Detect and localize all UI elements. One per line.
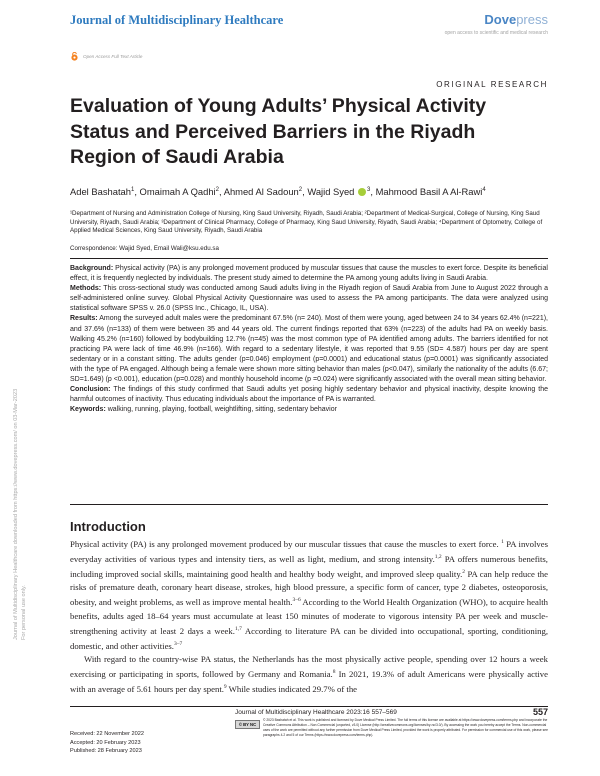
paragraph-text: PA involves everyday activities of various types and intensity tiers, as well as light, medium, and strong intensity. [70,538,548,564]
abstract-text: Among the surveyed adult males were the predominant 67.5% (n= 240). Most of them were young, aged between 24 to 34 years 62.4% (n=221), and 37.6% (n=133) of them were between 35 and 44 years old. The current findings reported that 63% (n=223) of the adults had PA on weekly basis. Walking 45.2% (n=160) followed by bodybuilding 12.7% (n=45) was the most common type of PA identified among adults. The barriers identified for not practicing PA were lack of time 46.9% (n=166). With regard to a sedentary lifestyle, it was reported that 9.55 (SD= 4.587) hours per day are spent sedentary or in a constant sitting. The adults gender (p=0.046) employment (p=0.0001) and educational status (p=0.0001) was significantly associated with the type of PA engaged. Although being a female were shown more sitting behavior than males (p<0.047), similarly the nationality of the adults (6.67; SD=1.649) (p <0.001), education (p=0.028) and monthly household income (p =0.024) were significantly associated with the overall mean sitting behavior. [70,315,548,384]
author-separator: , [302,186,308,198]
paragraph [70,536,548,653]
author-name[interactable]: Adel Bashatah [70,186,131,198]
abstract-conclusion [70,385,548,405]
open-access-badge [70,52,143,61]
abstract-bottom-rule [70,504,548,505]
abstract-label: Methods: [70,285,102,293]
author-affiliation-ref: 2 [215,187,219,193]
publisher-name-bold: Dove [484,12,517,27]
abstract-label: Results: [70,315,98,323]
paragraph-text: PA offers numerous benefits, including improved social skills, maintaining good health and healthy body weight, and improved sleep quality. [70,553,548,580]
citation-ref[interactable]: 1,7 [234,625,242,632]
footer-citation: Journal of Multidisciplinary Healthcare 2023:16 557–569 [235,709,397,716]
author-affiliation-ref: 4 [482,187,486,193]
abstract-top-rule [70,258,548,259]
author-separator: , [370,186,376,198]
orcid-icon[interactable] [358,188,366,196]
license-text: © 2023 Bashatah et al. This work is published and licensed by Dove Medical Press Limited. The full terms of this license are available at https://www.dovepress.com/terms.php and incorporate the Creative Commons Attribution – Non Commercial (unported, v3.0) License (http://creativecommons.org/licenses/by-nc/3.0/). By accessing the work you hereby accept the Terms. Non-commercial uses of the work are permitted without any further permission from Dove Medical Press Limited, provided the work is properly attributed. For permission for commercial use of this work, please see paragraphs 4.2 and 5 of our Terms (https://www.dovepress.com/terms.php). [263,718,548,737]
abstract-text: This cross-sectional study was conducted among Saudi adults living in the Riyadh region of Saudi Arabia from June to August 2022 through a self-administered online survey. Global Physical Activity Questionnaire was used to assess the PA among participants. The data were analyzed using statistical software SPSS v. 26.0 (SPSS Inc., Chicago, IL, USA). [70,285,548,313]
paragraph-text: According to the World Health Organization (WHO), to acquire health benefits, adults aged 18–64 years must accumulate at least 150 minutes of moderate to vigorous intensity PA per week and muscle-strengthening activity at least 2 days a week. [70,597,548,636]
footer-rule [70,706,548,707]
paragraph-text: While studies indicated 29.7% of the [226,684,358,695]
abstract-text: walking, running, playing, football, weightlifting, sitting, sedentary behavior [107,406,337,414]
download-watermark-line1: Journal of Multidisciplinary Healthcare downloaded from https://www.dovepress.com/ on 03-Mar-2023 [13,388,19,640]
received-date: Received: 22 November 2022 [70,731,145,737]
citation-ref[interactable]: 8 [332,669,336,676]
publisher-logo[interactable] [484,12,548,27]
open-access-label: Open Access Full Text Article [83,54,143,59]
author-name[interactable]: Mahmood Basil A Al-Rawi [375,186,483,198]
abstract-text: The findings of this study confirmed that Saudi adults yet posing highly sedentary behavior and physical inactivity, despite knowing the harmful outcomes of inactivity. Thus educating individuals about the importance of PA is warranted. [70,386,548,404]
abstract-results [70,314,548,385]
citation-ref[interactable]: 3–7 [173,640,183,647]
correspondence: Correspondence: Wajid Syed, Email Wali@ksu.edu.sa [70,245,219,252]
author-affiliation-ref: 1 [130,187,135,193]
open-access-icon [70,52,79,61]
section-heading: Introduction [70,519,146,534]
citation-ref[interactable]: 2 [462,569,466,576]
citation-ref[interactable]: 3–6 [292,597,301,604]
abstract-label: Background: [70,265,114,272]
article-title: Evaluation of Young Adults’ Physical Activity Status and Perceived Barriers in the Riyadh Region of Saudi Arabia [70,95,487,168]
author-list [70,183,545,199]
citation-ref[interactable]: 9 [223,684,227,691]
introduction-body [70,536,548,696]
affiliations: ¹Department of Nursing and Administration College of Nursing, King Saud University, Riyadh, Saudi Arabia; ²Department of Medical-Surgical, College of Nursing, King Saud University, Riyadh, Saudi Arabia; ³Department of Clinical Pharmacy, College of Pharmacy, King Saud University, Riyadh, Saudi Arabia; ⁴Department of Optometry, College of Applied Medical Sciences, King Saud University, Riyadh, Saudi Arabia [70,210,543,235]
author-name[interactable]: Ahmed Al Sadoun [223,186,299,198]
author-affiliation-ref: 2 [298,187,303,193]
abstract-label: Keywords: [70,406,106,414]
abstract-text: Physical activity (PA) is any prolonged movement produced by muscular tissues that cause the muscles to exert force. Despite its beneficial effect, it is frequently neglected by individuals. The present study aimed to determine the PA among young adults living in Saudi Arabia. [70,265,548,283]
article-type: ORIGINAL RESEARCH [436,80,548,89]
paragraph-text: With regard to the country-wise PA status, the Netherlands has the most physically active people, spending over 12 hours a week exercising or participating in sports, followed by Germany and Romania. [70,653,548,680]
published-date: Published: 28 February 2023 [70,748,142,755]
download-watermark-line2: For personal use only. [20,585,27,640]
author-name[interactable]: Wajid Syed [307,186,355,198]
publication-dates [70,730,144,756]
paragraph-text: Physical activity (PA) is any prolonged movement produced by our muscular tissues that cause the muscles to exert force. [70,538,502,549]
publisher-name-light: press [516,12,548,27]
download-watermark [13,40,28,640]
citation-ref[interactable]: 1,2 [434,554,442,561]
journal-title[interactable]: Journal of Multidisciplinary Healthcare [70,13,284,27]
author-affiliation-ref: 3 [367,187,371,193]
abstract-methods [70,284,548,314]
author-separator: , [134,186,140,198]
citation-ref[interactable]: 1 [501,539,504,545]
abstract [70,264,548,415]
publisher-tagline: open access to scientific and medical research [444,30,548,36]
abstract-label: Conclusion: [70,386,111,394]
abstract-keywords [70,405,548,415]
abstract-background [70,264,548,284]
page-number: 557 [532,707,548,717]
paragraph-text: According to literature PA can be divided into occupational, sporting, conditioning, domestic, and other activities. [70,625,548,651]
author-separator: , [218,186,224,198]
cc-license-icon[interactable]: © BY NC [235,720,260,729]
accepted-date: Accepted: 20 February 2023 [70,739,141,746]
paragraph-text: PA can help reduce the risks of premature death, coronary heart disease, strokes, high blood pressure, a specific form of cancer, type 2 diabetes, osteoporosis, obesity, and weight problems, as well as improve mental health. [70,569,548,608]
paragraph-text: In 2021, 19.3% of adult Americans were physically active with an average of 5.61 hours per day spent. [70,669,548,695]
author-name[interactable]: Omaimah A Qadhi [139,186,216,198]
paragraph [70,653,548,696]
